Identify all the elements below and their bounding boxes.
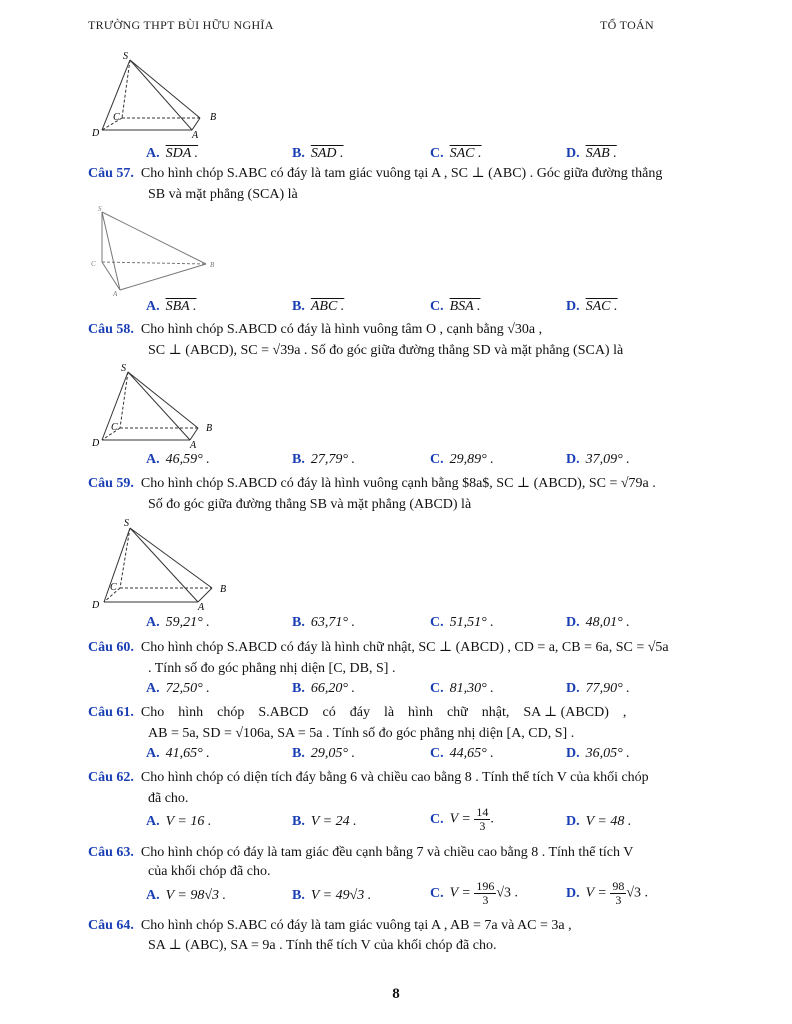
- question-57: Câu 57. Cho hình chóp S.ABC có đáy là tam giác vuông tại A , SC ⊥ (ABC) . Góc giữa đường thẳng: [88, 166, 663, 181]
- label-a: A: [192, 130, 199, 140]
- question-64: Câu 64. Cho hình chóp S.ABC có đáy là tam giác vuông tại A , AB = 7a và AC = 3a ,: [88, 918, 572, 933]
- q57-options: A. SBA . B. ABC . C. BSA . D. SAC .: [146, 299, 618, 314]
- question-59-line2: Số đo góc giữa đường thẳng SB và mặt phẳng (ABCD) là: [148, 497, 472, 512]
- label-b: B: [210, 112, 217, 123]
- label-c: C: [110, 582, 117, 593]
- label-b: B: [210, 261, 215, 269]
- label-d: D: [92, 128, 100, 139]
- header-school: TRƯỜNG THPT BÙI HỮU NGHĨA: [88, 18, 274, 32]
- question-60: Câu 60. Cho hình chóp S.ABCD có đáy là hình chữ nhật, SC ⊥ (ABCD) , CD = a, CB = 6a, SC = √5a: [88, 640, 669, 655]
- label-c: C: [111, 422, 118, 433]
- label-d: D: [92, 438, 100, 449]
- q60-options: A. 72,50° . B. 66,20° . C. 81,30° . D. 77,90° .: [146, 681, 630, 696]
- question-64-line2: SA ⊥ (ABC), SA = 9a . Tính thể tích V của khối chóp đã cho.: [148, 938, 497, 953]
- label-s: S: [121, 363, 126, 374]
- label-b: B: [220, 584, 227, 595]
- label-a: A: [113, 290, 118, 296]
- pyramid-figure-1: [88, 48, 228, 140]
- label-d: D: [92, 600, 100, 611]
- question-62-line2: đã cho.: [148, 791, 189, 806]
- triangle-figure-57: [88, 204, 228, 296]
- label-c: C: [113, 112, 120, 123]
- question-61: Câu 61. Cho hình chóp S.ABCD có đáy là hình chữ nhật, SA ⊥ (ABCD) ,: [88, 705, 627, 720]
- q61-options: A. 41,65° . B. 29,05° . C. 44,65° . D. 36,05° .: [146, 746, 630, 761]
- pyramid-figure-59: [88, 516, 238, 612]
- label-c: C: [91, 260, 96, 268]
- question-61-line2: AB = 5a, SD = √106a, SA = 5a . Tính số đo góc phẳng nhị diện [A, CD, S] .: [148, 726, 575, 741]
- question-58-line2: SC ⊥ (ABCD), SC = √39a . Số đo góc giữa đường thẳng SD và mặt phẳng (SCA) là: [148, 343, 624, 358]
- question-59: Câu 59. Cho hình chóp S.ABCD có đáy là hình vuông cạnh bằng $8a$, SC ⊥ (ABCD), SC = √79a .: [88, 476, 656, 491]
- question-60-line2: . Tính số đo góc phẳng nhị diện [C, DB, S] .: [148, 661, 396, 676]
- label-a: A: [198, 602, 205, 612]
- label-s: S: [98, 205, 102, 213]
- question-62: Câu 62. Cho hình chóp có diện tích đáy bằng 6 và chiều cao bằng 8 . Tính thể tích V của khối chóp: [88, 770, 649, 785]
- page-number: 8: [392, 986, 400, 1002]
- q58-options: A. 46,59° . B. 27,79° . C. 29,89° . D. 37,09° .: [146, 452, 630, 467]
- q62-options: A. V = 16 . B. V = 24 . C. V = $\frac{14}{3}$ . D. V = 48 .: [146, 805, 632, 833]
- pyramid-figure-58: [88, 362, 228, 450]
- label-b: B: [206, 423, 213, 434]
- question-63: Câu 63. Cho hình chóp có đáy là tam giác đều cạnh bằng 7 và chiều cao bằng 8 . Tính thể tích V: [88, 845, 634, 860]
- label-s: S: [124, 518, 129, 529]
- question-63-line2: của khối chóp đã cho.: [148, 864, 271, 879]
- question-58: Câu 58. Cho hình chóp S.ABCD có đáy là hình vuông tâm O , cạnh bằng √30a ,: [88, 322, 543, 337]
- label-s: S: [123, 51, 128, 62]
- q63-options: A. V = 98√3 . B. V = 49√3 . C. V = $\frac{196}{3}$ √3 . D. V = $\frac{98}{3}$ √3 .: [146, 879, 649, 907]
- q56-options: A. SDA . B. SAD . C. SAC . D. SAB .: [146, 146, 617, 161]
- question-57-line2: SB và mặt phẳng (SCA) là: [148, 187, 298, 202]
- label-a: A: [190, 440, 197, 450]
- q59-options: A. 59,21° . B. 63,71° . C. 51,51° . D. 48,01° .: [146, 615, 630, 630]
- header-dept: TỔ TOÁN: [600, 18, 654, 32]
